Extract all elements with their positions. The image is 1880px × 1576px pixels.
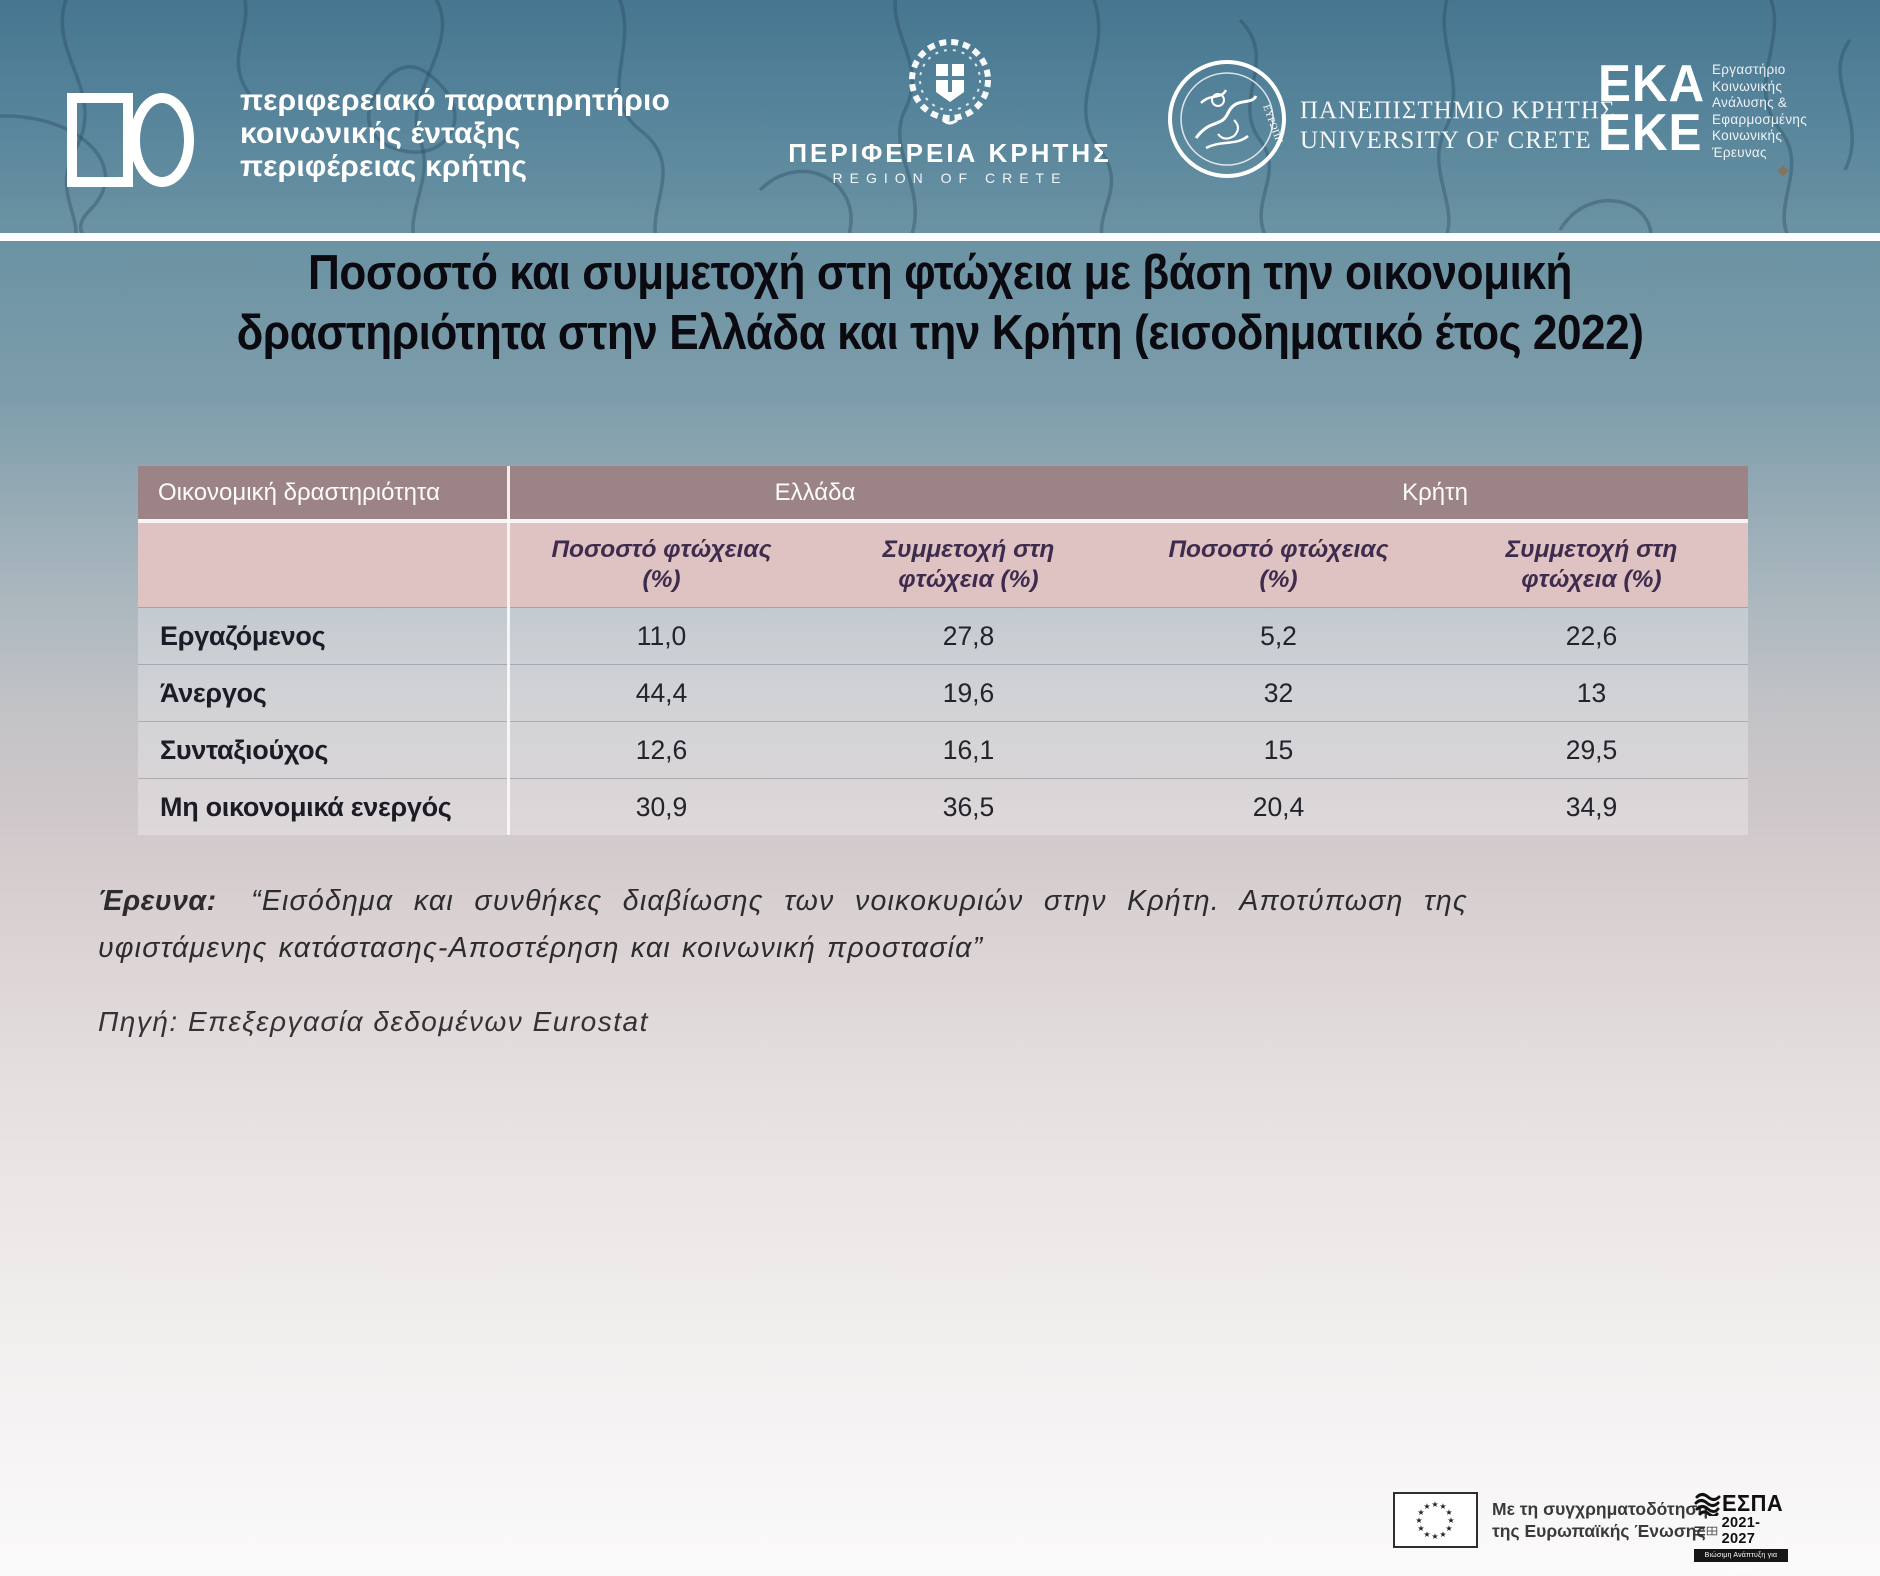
ekaeke-line: Εργαστήριο bbox=[1712, 62, 1786, 77]
region-of-crete-title: ΠΕΡΙΦΕΡΕΙΑ ΚΡΗΤΗΣ bbox=[788, 138, 1112, 168]
ekaeke-logo bbox=[1598, 55, 1706, 162]
eu-cofunding-line2: της Ευρωπαϊκής Ένωσης bbox=[1492, 1521, 1706, 1541]
table-subheader-row bbox=[138, 523, 1748, 607]
eu-flag-stars bbox=[1395, 1494, 1476, 1546]
group-header-greece: Ελλάδα bbox=[774, 478, 856, 506]
cell-value: 29,5 bbox=[1565, 734, 1618, 765]
svg-text:★: ★ bbox=[1439, 1502, 1447, 1511]
region-of-crete-emblem-icon bbox=[903, 36, 997, 136]
cell-value: 11,0 bbox=[636, 620, 687, 651]
cell-value: 44,4 bbox=[635, 677, 688, 708]
survey-note bbox=[98, 878, 1468, 972]
table-group-header-row bbox=[138, 466, 1748, 519]
university-name bbox=[1300, 96, 1615, 156]
ekaeke-line: Έρευνας bbox=[1712, 144, 1767, 160]
header-band bbox=[0, 0, 1880, 233]
table-row bbox=[138, 778, 1748, 835]
university-name-english: UNIVERSITY OF CRETE bbox=[1300, 127, 1592, 154]
cell-value: 34,9 bbox=[1565, 791, 1618, 822]
page-title-line1: Ποσοστό και συμμετοχή στη φτώχεια με βάση την οικονομική bbox=[307, 246, 1573, 300]
cell-value: 20,4 bbox=[1252, 791, 1305, 822]
cell-value: 5,2 bbox=[1260, 620, 1297, 651]
svg-text:★: ★ bbox=[1447, 1516, 1455, 1525]
svg-text:★: ★ bbox=[1445, 1524, 1453, 1533]
cell-value: 36,5 bbox=[942, 791, 995, 822]
espa-years-row bbox=[1694, 1515, 1790, 1547]
table-column-divider bbox=[507, 466, 510, 835]
cell-value: 30,9 bbox=[635, 791, 688, 822]
espa-waves-icon bbox=[1694, 1492, 1722, 1516]
espa-banner: Βιώσιμη Ανάπτυξη για Όλους bbox=[1694, 1549, 1788, 1562]
ekaeke-line: Εφαρμοσμένης bbox=[1712, 111, 1808, 127]
eu-flag-icon bbox=[1393, 1492, 1478, 1548]
page-title-line2: δραστηριότητα στην Ελλάδα και την Κρήτη (εισοδηματικό έτος 2022) bbox=[236, 306, 1644, 360]
header-divider bbox=[0, 233, 1880, 241]
cell-value: 13 bbox=[1576, 677, 1607, 708]
poverty-table bbox=[138, 466, 1748, 835]
observatory-name-line3: περιφέρειας κρήτης bbox=[240, 150, 528, 183]
page-title bbox=[94, 243, 1786, 363]
observatory-name-line2: κοινωνικής ένταξης bbox=[240, 117, 521, 150]
source-note: Πηγή: Επεξεργασία δεδομένων Eurostat bbox=[98, 1006, 649, 1037]
observatory-name-line1: περιφερειακό παρατηρητήριο bbox=[240, 84, 671, 117]
university-of-crete-seal-icon bbox=[1166, 58, 1288, 180]
svg-text:★: ★ bbox=[1431, 1500, 1439, 1509]
row-label: Μη οικονομικά ενεργός bbox=[160, 791, 452, 822]
survey-quote: “Εισόδημα και συνθήκες διαβίωσης των νοικοκυριών στην Κρήτη. Αποτύπωση της υφιστάμενης κατάστασης-Αποστέρηση και κοινωνική προστασία” bbox=[98, 885, 1468, 964]
espa-years: 2021-2027 bbox=[1721, 1515, 1761, 1547]
ekaeke-line: Κοινωνικής bbox=[1712, 78, 1783, 94]
svg-text:★: ★ bbox=[1423, 1502, 1431, 1511]
table-row bbox=[138, 607, 1748, 664]
column-header-activity: Οικονομική δραστηριότητα bbox=[158, 478, 440, 506]
row-label: Άνεργος bbox=[160, 677, 267, 708]
cell-value: 16,1 bbox=[942, 734, 995, 765]
svg-text:★: ★ bbox=[1417, 1524, 1425, 1533]
espa-logo bbox=[1694, 1490, 1790, 1572]
ekaeke-description bbox=[1712, 62, 1807, 161]
observatory-logo bbox=[66, 92, 196, 188]
ekaeke-logo-line1: ΕΚΑ bbox=[1598, 55, 1706, 113]
ekaeke-line: Ανάλυσης & bbox=[1712, 95, 1788, 110]
espa-top-row bbox=[1694, 1490, 1790, 1517]
cell-value: 22,6 bbox=[1565, 620, 1618, 651]
svg-text:★: ★ bbox=[1431, 1532, 1439, 1541]
eu-cofunding-text bbox=[1492, 1498, 1708, 1542]
cell-value: 19,6 bbox=[942, 677, 995, 708]
svg-text:★: ★ bbox=[1415, 1516, 1423, 1525]
cell-value: 15 bbox=[1263, 734, 1294, 765]
espa-wordmark: ΕΣΠΑ bbox=[1722, 1490, 1784, 1516]
svg-text:★: ★ bbox=[1423, 1530, 1431, 1539]
group-header-crete: Κρήτη bbox=[1402, 478, 1468, 506]
observatory-name bbox=[240, 84, 670, 183]
cell-value: 32 bbox=[1263, 677, 1294, 708]
svg-text:★: ★ bbox=[1439, 1530, 1447, 1539]
subheader-greece-share: Συμμετοχή στη φτώχεια (%) bbox=[882, 536, 1055, 593]
svg-text:ΕΥΡΩΠΗ: ΕΥΡΩΠΗ bbox=[1260, 103, 1285, 146]
survey-label: Έρευνα: bbox=[98, 885, 217, 917]
ekaeke-line: Κοινωνικής bbox=[1712, 128, 1783, 143]
svg-text:★: ★ bbox=[1445, 1508, 1453, 1517]
table-row bbox=[138, 721, 1748, 778]
region-of-crete-subtitle: REGION OF CRETE bbox=[832, 170, 1068, 186]
notes-section bbox=[98, 878, 1468, 1038]
university-name-greek: ΠΑΝΕΠΙΣΤΗΜΙΟ ΚΡΗΤΗΣ bbox=[1300, 97, 1616, 124]
cell-value: 12,6 bbox=[635, 734, 688, 765]
greek-flag-icon bbox=[1694, 1525, 1719, 1537]
subheader-greece-rate: Ποσοστό φτώχειας (%) bbox=[551, 536, 772, 593]
svg-text:★: ★ bbox=[1417, 1508, 1425, 1517]
eu-cofunding-line1: Με τη συγχρηματοδότηση bbox=[1492, 1499, 1709, 1519]
table-row bbox=[138, 664, 1748, 721]
row-label: Εργαζόμενος bbox=[160, 620, 326, 651]
row-label: Συνταξιούχος bbox=[160, 734, 329, 765]
subheader-crete-rate: Ποσοστό φτώχειας (%) bbox=[1168, 536, 1389, 593]
subheader-crete-share: Συμμετοχή στη φτώχεια (%) bbox=[1505, 536, 1678, 593]
ekaeke-logo-line2: ΕΚΕ bbox=[1598, 104, 1703, 162]
cell-value: 27,8 bbox=[942, 620, 995, 651]
